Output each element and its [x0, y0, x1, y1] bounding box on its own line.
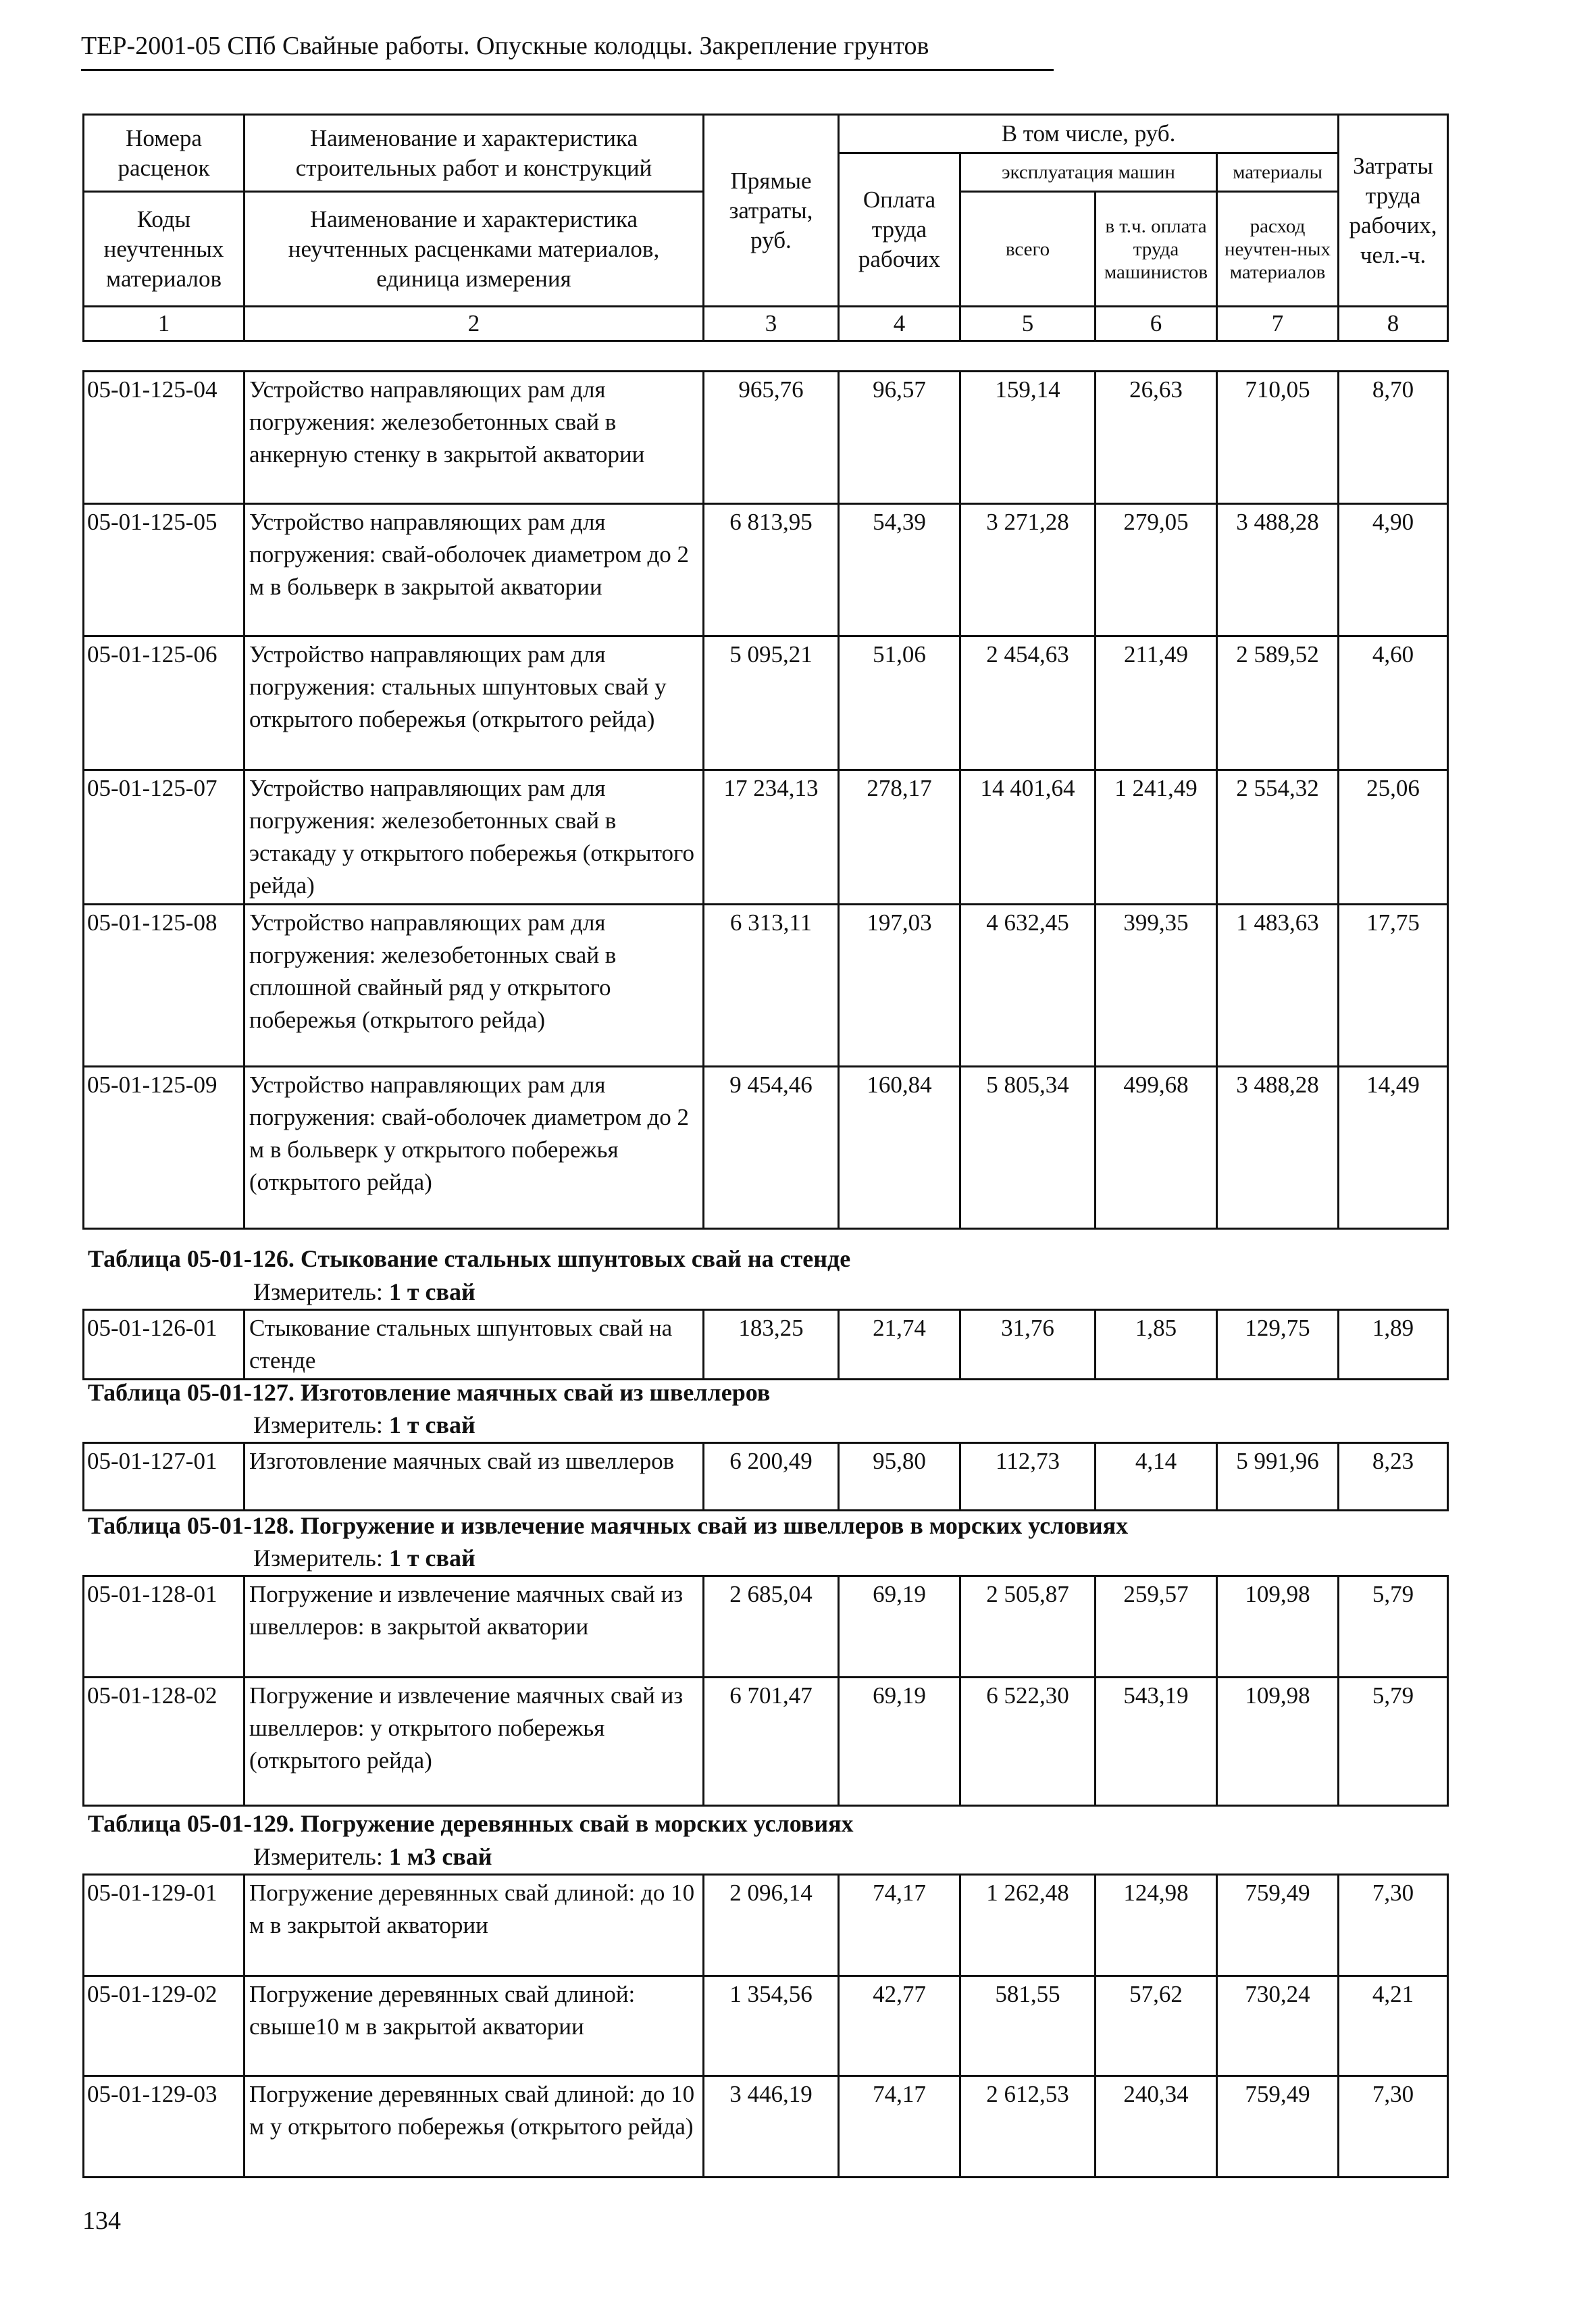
- operators-cost: 279,05: [1096, 504, 1217, 636]
- col6-header: в т.ч. оплата труда машинистов: [1096, 192, 1217, 307]
- rate-code: 05-01-127-01: [84, 1443, 244, 1511]
- work-name: Устройство направляющих рам для погружения: свай-оболочек диаметром до 2 м в больверк у открытого побережья (открытого рейда): [244, 1067, 704, 1229]
- table-row: [84, 1067, 1448, 1229]
- rate-code: 05-01-126-01: [84, 1310, 244, 1380]
- meter-128: [253, 1544, 475, 1572]
- labor-cost: 69,19: [839, 1576, 960, 1678]
- table-title-126: Таблица 05-01-126. Стыкование стальных шпунтовых свай на стенде: [88, 1245, 851, 1272]
- operators-cost: 211,49: [1096, 636, 1217, 770]
- rate-code: 05-01-125-08: [84, 905, 244, 1067]
- direct-cost: 183,25: [704, 1310, 839, 1380]
- materials-cost: 129,75: [1217, 1310, 1339, 1380]
- work-name: Погружение и извлечение маячных свай из швеллеров: у открытого побережья (открытого рейда): [244, 1678, 704, 1806]
- labor-hours: 7,30: [1339, 1875, 1448, 1976]
- machines-cost: 112,73: [960, 1443, 1096, 1511]
- table-row: [84, 372, 1448, 504]
- col-number-5: 5: [960, 307, 1096, 341]
- labor-cost: 96,57: [839, 372, 960, 504]
- machines-cost: 159,14: [960, 372, 1096, 504]
- materials-cost: 2 554,32: [1217, 770, 1339, 905]
- machines-cost: 3 271,28: [960, 504, 1096, 636]
- machines-cost: 2 505,87: [960, 1576, 1096, 1678]
- labor-cost: 95,80: [839, 1443, 960, 1511]
- materials-cost: 710,05: [1217, 372, 1339, 504]
- operators-cost: 124,98: [1096, 1875, 1217, 1976]
- col4-header: Оплата труда рабочих: [839, 153, 960, 307]
- labor-hours: 1,89: [1339, 1310, 1448, 1380]
- col1-header-bottom: Коды неучтенных материалов: [84, 192, 244, 307]
- machines-cost: 2 454,63: [960, 636, 1096, 770]
- operators-cost: 543,19: [1096, 1678, 1217, 1806]
- labor-cost: 42,77: [839, 1976, 960, 2076]
- operators-cost: 57,62: [1096, 1976, 1217, 2076]
- work-name: Устройство направляющих рам для погружения: железобетонных свай в эстакаду у открытого побережья (открытого рейда): [244, 770, 704, 905]
- labor-hours: 8,70: [1339, 372, 1448, 504]
- table-row: [84, 1310, 1448, 1380]
- rate-code: 05-01-129-01: [84, 1875, 244, 1976]
- operators-cost: 4,14: [1096, 1443, 1217, 1511]
- materials-cost: 2 589,52: [1217, 636, 1339, 770]
- table-05-01-127: [82, 1442, 1449, 1511]
- rate-code: 05-01-125-05: [84, 504, 244, 636]
- col2-header-bottom: Наименование и характеристика неучтенных расценками материалов, единица измерения: [244, 192, 704, 307]
- labor-hours: 14,49: [1339, 1067, 1448, 1229]
- col1-header-top: Номера расценок: [84, 115, 244, 192]
- materials-cost: 759,49: [1217, 1875, 1339, 1976]
- materials-cost: 3 488,28: [1217, 1067, 1339, 1229]
- col3-header: Прямые затраты, руб.: [704, 115, 839, 307]
- meter-126: [253, 1278, 475, 1306]
- direct-cost: 2 096,14: [704, 1875, 839, 1976]
- direct-cost: 17 234,13: [704, 770, 839, 905]
- labor-cost: 160,84: [839, 1067, 960, 1229]
- incl-header: В том числе, руб.: [839, 115, 1339, 153]
- labor-hours: 5,79: [1339, 1678, 1448, 1806]
- materials-cost: 1 483,63: [1217, 905, 1339, 1067]
- table-title-128: Таблица 05-01-128. Погружение и извлечение маячных свай из швеллеров в морских условиях: [88, 1512, 1129, 1539]
- labor-cost: 74,17: [839, 2076, 960, 2178]
- page-header: ТЕР-2001-05 СПб Свайные работы. Опускные колодцы. Закрепление грунтов: [81, 26, 1054, 71]
- operators-cost: 240,34: [1096, 2076, 1217, 2178]
- rate-code: 05-01-129-03: [84, 2076, 244, 2178]
- rate-code: 05-01-125-06: [84, 636, 244, 770]
- table-row: [84, 1976, 1448, 2076]
- direct-cost: 5 095,21: [704, 636, 839, 770]
- machines-cost: 1 262,48: [960, 1875, 1096, 1976]
- materials-cost: 730,24: [1217, 1976, 1339, 2076]
- rate-code: 05-01-125-04: [84, 372, 244, 504]
- rate-code: 05-01-129-02: [84, 1976, 244, 2076]
- column-header-table: [82, 114, 1449, 342]
- machines-cost: 5 805,34: [960, 1067, 1096, 1229]
- work-name: Погружение деревянных свай длиной: свыше10 м в закрытой акватории: [244, 1976, 704, 2076]
- materials-header: материалы: [1217, 153, 1339, 192]
- materials-cost: 759,49: [1217, 2076, 1339, 2178]
- col-number-1: 1: [84, 307, 244, 341]
- operators-cost: 499,68: [1096, 1067, 1217, 1229]
- col8-header: Затраты труда рабочих, чел.-ч.: [1339, 115, 1448, 307]
- direct-cost: 965,76: [704, 372, 839, 504]
- direct-cost: 6 313,11: [704, 905, 839, 1067]
- table-row: [84, 770, 1448, 905]
- direct-cost: 6 701,47: [704, 1678, 839, 1806]
- meter-label: Измеритель:: [253, 1544, 383, 1571]
- direct-cost: 6 813,95: [704, 504, 839, 636]
- direct-cost: 2 685,04: [704, 1576, 839, 1678]
- materials-cost: 5 991,96: [1217, 1443, 1339, 1511]
- table-row: [84, 636, 1448, 770]
- col-number-8: 8: [1339, 307, 1448, 341]
- operators-cost: 26,63: [1096, 372, 1217, 504]
- labor-cost: 21,74: [839, 1310, 960, 1380]
- operators-cost: 399,35: [1096, 905, 1217, 1067]
- rate-code: 05-01-128-02: [84, 1678, 244, 1806]
- work-name: Устройство направляющих рам для погружения: железобетонных свай в сплошной свайный ряд у открытого побережья (открытого рейда): [244, 905, 704, 1067]
- labor-hours: 7,30: [1339, 2076, 1448, 2178]
- work-name: Устройство направляющих рам для погружения: стальных шпунтовых свай у открытого побережья (открытого рейда): [244, 636, 704, 770]
- labor-hours: 4,60: [1339, 636, 1448, 770]
- rate-code: 05-01-128-01: [84, 1576, 244, 1678]
- work-name: Изготовление маячных свай из швеллеров: [244, 1443, 704, 1511]
- materials-cost: 109,98: [1217, 1576, 1339, 1678]
- direct-cost: 9 454,46: [704, 1067, 839, 1229]
- materials-cost: 109,98: [1217, 1678, 1339, 1806]
- table-05-01-128: [82, 1575, 1449, 1807]
- table-row: [84, 1576, 1448, 1678]
- table-row: [84, 504, 1448, 636]
- machines-cost: 4 632,45: [960, 905, 1096, 1067]
- page-number: 134: [82, 2207, 121, 2235]
- labor-hours: 8,23: [1339, 1443, 1448, 1511]
- meter-129: [253, 1842, 492, 1871]
- table-row: [84, 1443, 1448, 1511]
- machines-header: эксплуатация машин: [960, 153, 1217, 192]
- col-number-3: 3: [704, 307, 839, 341]
- meter-value: 1 т свай: [388, 1411, 475, 1438]
- table-title-129: Таблица 05-01-129. Погружение деревянных свай в морских условиях: [88, 1810, 854, 1837]
- table-05-01-126: [82, 1309, 1449, 1380]
- col2-header-top: Наименование и характеристика строительных работ и конструкций: [244, 115, 704, 192]
- direct-cost: 3 446,19: [704, 2076, 839, 2178]
- machines-cost: 6 522,30: [960, 1678, 1096, 1806]
- machines-cost: 2 612,53: [960, 2076, 1096, 2178]
- labor-hours: 17,75: [1339, 905, 1448, 1067]
- table-row: [84, 1875, 1448, 1976]
- table-row: [84, 1678, 1448, 1806]
- labor-cost: 74,17: [839, 1875, 960, 1976]
- col-number-7: 7: [1217, 307, 1339, 341]
- col7-header: расход неучтен-ных материалов: [1217, 192, 1339, 307]
- work-name: Погружение деревянных свай длиной: до 10 м у открытого побережья (открытого рейда): [244, 2076, 704, 2178]
- direct-cost: 6 200,49: [704, 1443, 839, 1511]
- meter-value: 1 м3 свай: [388, 1843, 492, 1870]
- machines-cost: 31,76: [960, 1310, 1096, 1380]
- machines-cost: 14 401,64: [960, 770, 1096, 905]
- col5-header: всего: [960, 192, 1096, 307]
- meter-127: [253, 1411, 475, 1439]
- materials-cost: 3 488,28: [1217, 504, 1339, 636]
- table-05-01-125: [82, 370, 1449, 1230]
- work-name: Погружение деревянных свай длиной: до 10 м в закрытой акватории: [244, 1875, 704, 1976]
- direct-cost: 1 354,56: [704, 1976, 839, 2076]
- labor-hours: 25,06: [1339, 770, 1448, 905]
- labor-cost: 69,19: [839, 1678, 960, 1806]
- work-name: Устройство направляющих рам для погружения: железобетонных свай в анкерную стенку в закрытой акватории: [244, 372, 704, 504]
- labor-cost: 51,06: [839, 636, 960, 770]
- labor-hours: 5,79: [1339, 1576, 1448, 1678]
- machines-cost: 581,55: [960, 1976, 1096, 2076]
- rate-code: 05-01-125-09: [84, 1067, 244, 1229]
- labor-hours: 4,21: [1339, 1976, 1448, 2076]
- operators-cost: 259,57: [1096, 1576, 1217, 1678]
- work-name: Стыкование стальных шпунтовых свай на стенде: [244, 1310, 704, 1380]
- col-number-4: 4: [839, 307, 960, 341]
- table-05-01-129: [82, 1873, 1449, 2178]
- meter-label: Измеритель:: [253, 1843, 383, 1870]
- meter-label: Измеритель:: [253, 1278, 383, 1305]
- labor-cost: 54,39: [839, 504, 960, 636]
- work-name: Погружение и извлечение маячных свай из швеллеров: в закрытой акватории: [244, 1576, 704, 1678]
- col-number-6: 6: [1096, 307, 1217, 341]
- meter-value: 1 т свай: [388, 1544, 475, 1571]
- col-number-2: 2: [244, 307, 704, 341]
- table-title-127: Таблица 05-01-127. Изготовление маячных свай из швеллеров: [88, 1379, 771, 1406]
- labor-hours: 4,90: [1339, 504, 1448, 636]
- meter-label: Измеритель:: [253, 1411, 383, 1438]
- table-row: [84, 905, 1448, 1067]
- work-name: Устройство направляющих рам для погружения: свай-оболочек диаметром до 2 м в больверк в закрытой акватории: [244, 504, 704, 636]
- labor-cost: 197,03: [839, 905, 960, 1067]
- meter-value: 1 т свай: [388, 1278, 475, 1305]
- labor-cost: 278,17: [839, 770, 960, 905]
- table-row: [84, 2076, 1448, 2178]
- rate-code: 05-01-125-07: [84, 770, 244, 905]
- operators-cost: 1,85: [1096, 1310, 1217, 1380]
- operators-cost: 1 241,49: [1096, 770, 1217, 905]
